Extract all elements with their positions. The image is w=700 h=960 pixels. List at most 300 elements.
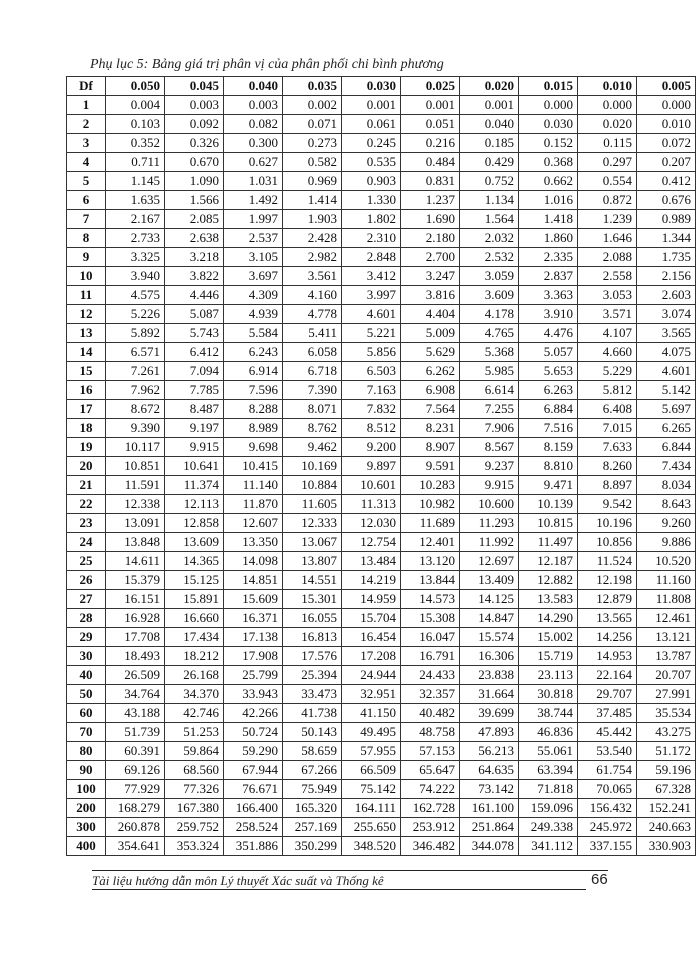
value-cell: 2.700: [401, 248, 460, 267]
value-cell: 10.283: [401, 476, 460, 495]
df-cell: 6: [67, 191, 106, 210]
table-row: [67, 552, 696, 571]
value-cell: 9.897: [342, 457, 401, 476]
value-cell: 53.540: [578, 742, 637, 761]
table-row: [67, 400, 696, 419]
value-cell: 4.939: [224, 305, 283, 324]
value-cell: 10.196: [578, 514, 637, 533]
value-cell: 20.707: [637, 666, 696, 685]
value-cell: 260.878: [106, 818, 165, 837]
value-cell: 4.107: [578, 324, 637, 343]
value-cell: 67.944: [224, 761, 283, 780]
table-row: [67, 381, 696, 400]
value-cell: 5.368: [460, 343, 519, 362]
value-cell: 38.744: [519, 704, 578, 723]
value-cell: 3.218: [165, 248, 224, 267]
value-cell: 0.207: [637, 153, 696, 172]
value-cell: 0.429: [460, 153, 519, 172]
value-cell: 9.237: [460, 457, 519, 476]
value-cell: 15.002: [519, 628, 578, 647]
value-cell: 7.261: [106, 362, 165, 381]
value-cell: 77.326: [165, 780, 224, 799]
value-cell: 11.293: [460, 514, 519, 533]
value-cell: 4.660: [578, 343, 637, 362]
value-cell: 353.324: [165, 837, 224, 856]
value-cell: 12.882: [519, 571, 578, 590]
value-cell: 2.156: [637, 267, 696, 286]
value-cell: 13.121: [637, 628, 696, 647]
value-cell: 2.032: [460, 229, 519, 248]
value-cell: 3.053: [578, 286, 637, 305]
value-cell: 164.111: [342, 799, 401, 818]
value-cell: 16.813: [283, 628, 342, 647]
value-cell: 16.791: [401, 647, 460, 666]
value-cell: 2.310: [342, 229, 401, 248]
value-cell: 55.061: [519, 742, 578, 761]
value-cell: 5.856: [342, 343, 401, 362]
value-cell: 4.575: [106, 286, 165, 305]
value-cell: 6.262: [401, 362, 460, 381]
value-cell: 0.300: [224, 134, 283, 153]
value-cell: 0.582: [283, 153, 342, 172]
value-cell: 16.306: [460, 647, 519, 666]
value-cell: 2.638: [165, 229, 224, 248]
table-row: [67, 191, 696, 210]
value-cell: 8.034: [637, 476, 696, 495]
value-cell: 10.139: [519, 495, 578, 514]
value-cell: 57.153: [401, 742, 460, 761]
value-cell: 5.629: [401, 343, 460, 362]
value-cell: 13.807: [283, 552, 342, 571]
value-cell: 341.112: [519, 837, 578, 856]
df-cell: 50: [67, 685, 106, 704]
value-cell: 33.943: [224, 685, 283, 704]
value-cell: 8.907: [401, 438, 460, 457]
df-cell: 100: [67, 780, 106, 799]
value-cell: 1.145: [106, 172, 165, 191]
value-cell: 23.113: [519, 666, 578, 685]
value-cell: 330.903: [637, 837, 696, 856]
value-cell: 22.164: [578, 666, 637, 685]
df-cell: 9: [67, 248, 106, 267]
df-cell: 13: [67, 324, 106, 343]
value-cell: 0.711: [106, 153, 165, 172]
value-cell: 16.660: [165, 609, 224, 628]
value-cell: 1.860: [519, 229, 578, 248]
value-cell: 4.476: [519, 324, 578, 343]
value-cell: 0.368: [519, 153, 578, 172]
value-cell: 56.213: [460, 742, 519, 761]
value-cell: 1.031: [224, 172, 283, 191]
df-cell: 4: [67, 153, 106, 172]
value-cell: 12.030: [342, 514, 401, 533]
value-cell: 16.151: [106, 590, 165, 609]
value-cell: 8.159: [519, 438, 578, 457]
value-cell: 6.058: [283, 343, 342, 362]
value-cell: 259.752: [165, 818, 224, 837]
df-cell: 14: [67, 343, 106, 362]
value-cell: 15.574: [460, 628, 519, 647]
value-cell: 8.897: [578, 476, 637, 495]
value-cell: 0.030: [519, 115, 578, 134]
value-cell: 50.143: [283, 723, 342, 742]
table-row: [67, 609, 696, 628]
value-cell: 2.733: [106, 229, 165, 248]
value-cell: 15.125: [165, 571, 224, 590]
value-cell: 10.520: [637, 552, 696, 571]
value-cell: 6.914: [224, 362, 283, 381]
value-cell: 13.091: [106, 514, 165, 533]
value-cell: 1.690: [401, 210, 460, 229]
value-cell: 5.087: [165, 305, 224, 324]
value-cell: 0.103: [106, 115, 165, 134]
value-cell: 3.609: [460, 286, 519, 305]
value-cell: 30.818: [519, 685, 578, 704]
value-cell: 16.055: [283, 609, 342, 628]
header-row: [67, 77, 696, 96]
value-cell: 257.169: [283, 818, 342, 837]
value-cell: 5.142: [637, 381, 696, 400]
value-cell: 12.401: [401, 533, 460, 552]
value-cell: 3.325: [106, 248, 165, 267]
page-number: 66: [591, 871, 608, 888]
value-cell: 63.394: [519, 761, 578, 780]
value-cell: 11.313: [342, 495, 401, 514]
value-cell: 167.380: [165, 799, 224, 818]
df-cell: 90: [67, 761, 106, 780]
value-cell: 251.864: [460, 818, 519, 837]
value-cell: 346.482: [401, 837, 460, 856]
df-cell: 25: [67, 552, 106, 571]
df-cell: 19: [67, 438, 106, 457]
footer-divider-bottom: [92, 889, 586, 890]
value-cell: 5.892: [106, 324, 165, 343]
value-cell: 3.363: [519, 286, 578, 305]
value-cell: 4.075: [637, 343, 696, 362]
value-cell: 61.754: [578, 761, 637, 780]
value-cell: 17.576: [283, 647, 342, 666]
value-cell: 3.997: [342, 286, 401, 305]
value-cell: 0.010: [637, 115, 696, 134]
value-cell: 0.092: [165, 115, 224, 134]
value-cell: 2.180: [401, 229, 460, 248]
table-row: [67, 134, 696, 153]
table-row: [67, 647, 696, 666]
table-row: [67, 362, 696, 381]
column-header: 0.020: [460, 77, 519, 96]
value-cell: 14.365: [165, 552, 224, 571]
value-cell: 8.762: [283, 419, 342, 438]
value-cell: 11.808: [637, 590, 696, 609]
value-cell: 13.067: [283, 533, 342, 552]
value-cell: 16.454: [342, 628, 401, 647]
value-cell: 1.566: [165, 191, 224, 210]
value-cell: 25.799: [224, 666, 283, 685]
value-cell: 1.646: [578, 229, 637, 248]
value-cell: 354.641: [106, 837, 165, 856]
table-row: [67, 628, 696, 647]
df-cell: 12: [67, 305, 106, 324]
table-row: [67, 438, 696, 457]
value-cell: 156.432: [578, 799, 637, 818]
value-cell: 0.115: [578, 134, 637, 153]
value-cell: 0.969: [283, 172, 342, 191]
value-cell: 6.884: [519, 400, 578, 419]
value-cell: 3.571: [578, 305, 637, 324]
value-cell: 11.140: [224, 476, 283, 495]
df-cell: 15: [67, 362, 106, 381]
value-cell: 9.698: [224, 438, 283, 457]
value-cell: 51.172: [637, 742, 696, 761]
table-row: [67, 210, 696, 229]
value-cell: 1.134: [460, 191, 519, 210]
value-cell: 13.848: [106, 533, 165, 552]
df-cell: 26: [67, 571, 106, 590]
df-cell: 17: [67, 400, 106, 419]
df-cell: 1: [67, 96, 106, 115]
value-cell: 3.561: [283, 267, 342, 286]
value-cell: 7.962: [106, 381, 165, 400]
value-cell: 6.718: [283, 362, 342, 381]
value-cell: 11.591: [106, 476, 165, 495]
value-cell: 9.200: [342, 438, 401, 457]
value-cell: 29.707: [578, 685, 637, 704]
chi-square-table: [66, 76, 696, 856]
value-cell: 1.414: [283, 191, 342, 210]
value-cell: 0.020: [578, 115, 637, 134]
value-cell: 34.764: [106, 685, 165, 704]
value-cell: 0.071: [283, 115, 342, 134]
table-row: [67, 476, 696, 495]
value-cell: 14.851: [224, 571, 283, 590]
value-cell: 5.221: [342, 324, 401, 343]
column-header: 0.030: [342, 77, 401, 96]
df-cell: 18: [67, 419, 106, 438]
value-cell: 31.664: [460, 685, 519, 704]
value-cell: 18.493: [106, 647, 165, 666]
table-row: [67, 742, 696, 761]
value-cell: 32.951: [342, 685, 401, 704]
value-cell: 0.000: [519, 96, 578, 115]
value-cell: 75.949: [283, 780, 342, 799]
value-cell: 12.607: [224, 514, 283, 533]
value-cell: 4.601: [637, 362, 696, 381]
value-cell: 1.564: [460, 210, 519, 229]
value-cell: 14.290: [519, 609, 578, 628]
value-cell: 10.884: [283, 476, 342, 495]
value-cell: 74.222: [401, 780, 460, 799]
value-cell: 337.155: [578, 837, 637, 856]
value-cell: 10.641: [165, 457, 224, 476]
value-cell: 14.959: [342, 590, 401, 609]
value-cell: 14.219: [342, 571, 401, 590]
value-cell: 11.605: [283, 495, 342, 514]
value-cell: 51.253: [165, 723, 224, 742]
value-cell: 348.520: [342, 837, 401, 856]
value-cell: 9.462: [283, 438, 342, 457]
column-header-df: Df: [67, 77, 106, 96]
value-cell: 5.009: [401, 324, 460, 343]
value-cell: 3.565: [637, 324, 696, 343]
column-header: 0.025: [401, 77, 460, 96]
value-cell: 3.074: [637, 305, 696, 324]
value-cell: 8.260: [578, 457, 637, 476]
value-cell: 0.001: [401, 96, 460, 115]
value-cell: 3.697: [224, 267, 283, 286]
value-cell: 9.260: [637, 514, 696, 533]
value-cell: 2.837: [519, 267, 578, 286]
column-header: 0.005: [637, 77, 696, 96]
value-cell: 45.442: [578, 723, 637, 742]
value-cell: 13.583: [519, 590, 578, 609]
table-row: [67, 324, 696, 343]
value-cell: 9.915: [165, 438, 224, 457]
value-cell: 4.446: [165, 286, 224, 305]
value-cell: 71.818: [519, 780, 578, 799]
table-row: [67, 780, 696, 799]
value-cell: 0.000: [578, 96, 637, 115]
df-cell: 80: [67, 742, 106, 761]
value-cell: 8.071: [283, 400, 342, 419]
value-cell: 1.090: [165, 172, 224, 191]
value-cell: 240.663: [637, 818, 696, 837]
value-cell: 13.409: [460, 571, 519, 590]
value-cell: 37.485: [578, 704, 637, 723]
value-cell: 12.461: [637, 609, 696, 628]
value-cell: 1.237: [401, 191, 460, 210]
value-cell: 9.197: [165, 419, 224, 438]
table-row: [67, 571, 696, 590]
value-cell: 14.551: [283, 571, 342, 590]
value-cell: 17.434: [165, 628, 224, 647]
value-cell: 42.746: [165, 704, 224, 723]
value-cell: 2.167: [106, 210, 165, 229]
value-cell: 5.411: [283, 324, 342, 343]
value-cell: 15.379: [106, 571, 165, 590]
value-cell: 351.886: [224, 837, 283, 856]
value-cell: 4.160: [283, 286, 342, 305]
value-cell: 350.299: [283, 837, 342, 856]
value-cell: 77.929: [106, 780, 165, 799]
value-cell: 161.100: [460, 799, 519, 818]
table-row: [67, 229, 696, 248]
value-cell: 11.870: [224, 495, 283, 514]
value-cell: 60.391: [106, 742, 165, 761]
value-cell: 7.390: [283, 381, 342, 400]
value-cell: 4.601: [342, 305, 401, 324]
df-cell: 70: [67, 723, 106, 742]
value-cell: 8.810: [519, 457, 578, 476]
value-cell: 5.057: [519, 343, 578, 362]
table-row: [67, 153, 696, 172]
value-cell: 3.059: [460, 267, 519, 286]
value-cell: 46.836: [519, 723, 578, 742]
value-cell: 76.671: [224, 780, 283, 799]
value-cell: 1.016: [519, 191, 578, 210]
value-cell: 0.412: [637, 172, 696, 191]
table-row: [67, 533, 696, 552]
value-cell: 3.940: [106, 267, 165, 286]
value-cell: 5.812: [578, 381, 637, 400]
value-cell: 8.288: [224, 400, 283, 419]
column-header: 0.050: [106, 77, 165, 96]
value-cell: 6.614: [460, 381, 519, 400]
value-cell: 6.908: [401, 381, 460, 400]
value-cell: 8.567: [460, 438, 519, 457]
value-cell: 6.412: [165, 343, 224, 362]
value-cell: 1.635: [106, 191, 165, 210]
value-cell: 159.096: [519, 799, 578, 818]
value-cell: 27.991: [637, 685, 696, 704]
df-cell: 10: [67, 267, 106, 286]
value-cell: 40.482: [401, 704, 460, 723]
value-cell: 2.537: [224, 229, 283, 248]
value-cell: 43.275: [637, 723, 696, 742]
value-cell: 14.611: [106, 552, 165, 571]
value-cell: 14.125: [460, 590, 519, 609]
value-cell: 0.535: [342, 153, 401, 172]
value-cell: 3.247: [401, 267, 460, 286]
value-cell: 1.330: [342, 191, 401, 210]
value-cell: 344.078: [460, 837, 519, 856]
value-cell: 17.708: [106, 628, 165, 647]
value-cell: 249.338: [519, 818, 578, 837]
value-cell: 42.266: [224, 704, 283, 723]
value-cell: 258.524: [224, 818, 283, 837]
value-cell: 11.689: [401, 514, 460, 533]
value-cell: 2.335: [519, 248, 578, 267]
footer-divider-top: [92, 870, 608, 871]
value-cell: 0.002: [283, 96, 342, 115]
value-cell: 4.765: [460, 324, 519, 343]
table-row: [67, 495, 696, 514]
value-cell: 13.565: [578, 609, 637, 628]
value-cell: 64.635: [460, 761, 519, 780]
df-cell: 3: [67, 134, 106, 153]
value-cell: 13.844: [401, 571, 460, 590]
value-cell: 11.497: [519, 533, 578, 552]
value-cell: 35.534: [637, 704, 696, 723]
df-cell: 300: [67, 818, 106, 837]
value-cell: 59.864: [165, 742, 224, 761]
value-cell: 1.903: [283, 210, 342, 229]
column-header: 0.015: [519, 77, 578, 96]
value-cell: 2.848: [342, 248, 401, 267]
value-cell: 253.912: [401, 818, 460, 837]
value-cell: 69.126: [106, 761, 165, 780]
value-cell: 17.208: [342, 647, 401, 666]
value-cell: 13.609: [165, 533, 224, 552]
value-cell: 16.371: [224, 609, 283, 628]
value-cell: 32.357: [401, 685, 460, 704]
table-row: [67, 704, 696, 723]
value-cell: 0.004: [106, 96, 165, 115]
table-row: [67, 761, 696, 780]
value-cell: 0.152: [519, 134, 578, 153]
table-row: [67, 343, 696, 362]
value-cell: 0.072: [637, 134, 696, 153]
column-header: 0.040: [224, 77, 283, 96]
value-cell: 5.653: [519, 362, 578, 381]
value-cell: 2.532: [460, 248, 519, 267]
table-row: [67, 419, 696, 438]
value-cell: 0.000: [637, 96, 696, 115]
value-cell: 0.061: [342, 115, 401, 134]
table-row: [67, 685, 696, 704]
value-cell: 3.105: [224, 248, 283, 267]
value-cell: 15.308: [401, 609, 460, 628]
value-cell: 12.338: [106, 495, 165, 514]
